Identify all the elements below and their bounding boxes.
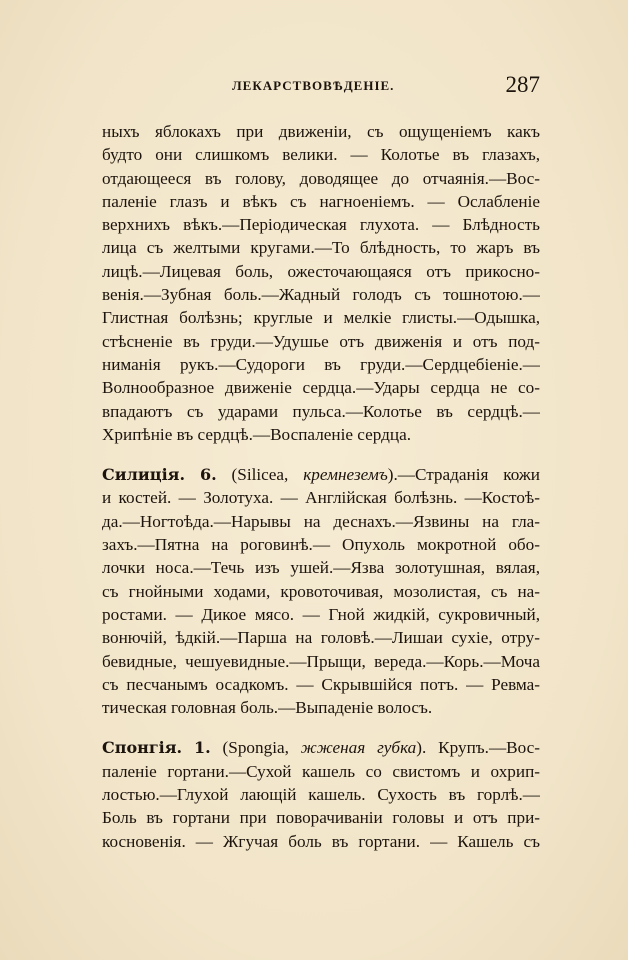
page-number: 287	[505, 72, 540, 97]
paragraph-gap	[102, 719, 540, 736]
remedy-gloss: жженая губка	[300, 738, 417, 758]
entry-text: ). Крупъ.—Вос-	[416, 738, 540, 758]
page-header	[100, 72, 540, 102]
latin-name: (Spongia,	[222, 738, 289, 758]
remedy-number: 1.	[193, 738, 211, 758]
latin-name: (Silicea,	[231, 465, 289, 485]
text-line: съ гнойными ходами, кровоточивая, мозолистая, съ на-	[102, 581, 540, 601]
text-line: лица съ желтыми кругами.—То блѣдность, то жаръ въ	[102, 238, 540, 258]
text-line: венія.—Зубная боль.—Жадный голодъ съ тошнотою.—	[102, 285, 540, 305]
text-line: Глистная болѣзнь; круглые и мелкіе глисты.—Одышка,	[102, 308, 540, 328]
text-line: да.—Ногтоѣда.—Нарывы на деснахъ.—Язвины на гла-	[102, 511, 540, 531]
remedy-name: Силиція.	[102, 465, 186, 485]
paragraph-silicea	[102, 463, 540, 719]
text-line: стѣсненіе въ груди.—Удушье отъ движенія и отъ под-	[102, 331, 540, 351]
remedy-number: 6.	[199, 465, 217, 485]
text-line: захъ.—Пятна на роговинѣ.— Опухоль мокротной обо-	[102, 535, 540, 555]
text-line: верхнихъ вѣкъ.—Періодическая глухота. — Блѣдность	[102, 215, 540, 235]
text-line: ниманія рукъ.—Судороги въ груди.—Сердцебіеніе.—	[102, 354, 540, 374]
text-line: лочки носа.—Течь изъ ушей.—Язва золотушная, вялая,	[102, 558, 540, 578]
entry-text: ).—Страданія кожи	[387, 465, 540, 485]
text-line: ныхъ яблокахъ при движеніи, съ ощущеніемъ какъ	[102, 122, 540, 141]
text-line: Боль въ гортани при поворачиваніи головы и отъ при-	[102, 808, 540, 828]
entry-first-line	[102, 463, 540, 486]
text-line: лостью.—Глухой лающій кашель. Сухость въ горлѣ.—	[102, 785, 540, 805]
text-line: Волнообразное движеніе сердца.—Удары сердца не со-	[102, 378, 540, 398]
text-line: съ песчанымъ осадкомъ. — Скрывшійся потъ. — Ревма-	[102, 674, 540, 694]
text-line: отдающееся въ голову, доводящее до отчаянія.—Вос-	[102, 168, 540, 188]
text-line: паленіе глазъ и вѣкъ съ нагноеніемъ. — Ослабленіе	[102, 191, 540, 211]
text-line: и костей. — Золотуха. — Англійская болѣзнь. —Костоѣ-	[102, 488, 540, 508]
page-body	[102, 120, 540, 853]
paragraph-spongia	[102, 736, 540, 852]
text-line: впадаютъ съ ударами пульса.—Колотье въ сердцѣ.—	[102, 401, 540, 421]
entry-first-line	[102, 736, 540, 759]
paragraph-gap	[102, 446, 540, 463]
remedy-name: Спонгія.	[102, 738, 183, 758]
text-line: лицѣ.—Лицевая боль, ожесточающаяся отъ прикосно-	[102, 261, 540, 281]
paragraph-symptoms-continued	[102, 120, 540, 446]
text-line: ростами. — Дикое мясо. — Гной жидкій, сукровичный,	[102, 604, 540, 624]
remedy-gloss: кремнеземъ	[303, 465, 388, 485]
text-line: косновенія. — Жгучая боль въ гортани. — Кашель съ	[102, 831, 540, 851]
running-head: ЛЕКАРСТВОВѢДЕНІЕ.	[232, 78, 395, 93]
text-line: вонючій, ѣдкій.—Парша на головѣ.—Лишаи сухіе, отру-	[102, 628, 540, 648]
text-line: паленіе гортани.—Сухой кашель со свистомъ и охрип-	[102, 761, 540, 781]
text-line: бевидные, чешуевидные.—Прыщи, вереда.—Корь.—Моча	[102, 651, 540, 671]
text-line: Хрипѣніе въ сердцѣ.—Воспаленіе сердца.	[102, 424, 411, 444]
text-line: тическая головная боль.—Выпаденіе волосъ.	[102, 698, 433, 718]
text-line: будто они слишкомъ велики. — Колотье въ глазахъ,	[102, 145, 540, 165]
